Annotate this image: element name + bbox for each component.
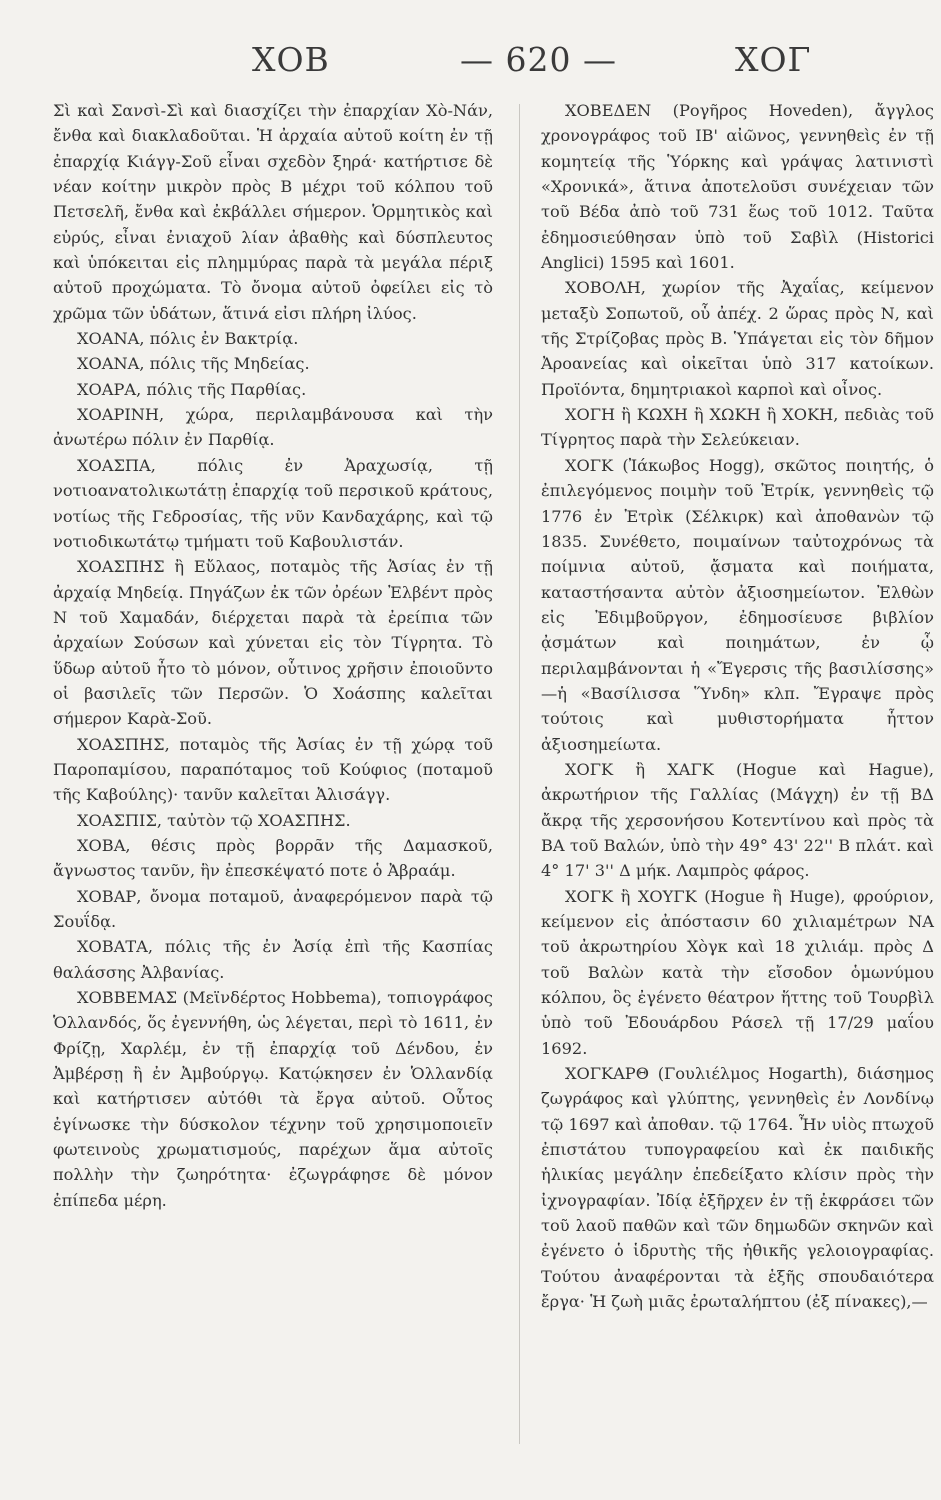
entry-xoge: ΧΟΓΗ ἢ ΚΩΧΗ ἢ ΧΩΚΗ ἢ ΧΟΚΗ, πεδιὰς τοῦ Τίγρητος παρὰ τὴν Σελεύκειαν.: [541, 405, 934, 450]
page-header: [0, 40, 941, 90]
entry-xoaspa: ΧΟΑΣΠΑ, πόλις ἐν Ἀραχωσίᾳ, τῇ νοτιοανατολικωτάτῃ ἐπαρχίᾳ τοῦ περσικοῦ κράτους, νοτίως τῆς Γεδροσίας, τῆς νῦν Κανδαχάρης, καὶ τῷ νοτιοδικωτάτῳ τμήματι τοῦ Καβουλιστάν.: [53, 455, 493, 551]
entry-xoarine: ΧΟΑΡΙΝΗ, χώρα, περιλαμβάνουσα καὶ τὴν ἀνωτέρω πόλιν ἐν Παρθίᾳ.: [53, 405, 493, 450]
entry-xogk-hague: ΧΟΓΚ ἢ ΧΑΓΚ (Hogue καὶ Hague), ἀκρωτήριον τῆς Γαλλίας (Μάγχη) ἐν τῇ ΒΔ ἄκρᾳ τῆς χερσονήσου Κοτεντίνου καὶ πρὸς τὰ ΒΑ τοῦ Βαλών, ὑπὸ τὴν 49° 43' 22'' Β πλάτ. καὶ 4° 17' 3'' Δ μήκ. Λαμπρὸς φάρος.: [541, 759, 934, 881]
entry-xoana-baktria: ΧΟΑΝΑ, πόλις ἐν Βακτρίᾳ.: [77, 329, 299, 349]
entry-xobbemas: ΧΟΒΒΕΜΑΣ (Μεϊνδέρτος Hobbema), τοπιογράφος Ὁλλανδός, ὅς ἐγεννήθη, ὡς λέγεται, περὶ τὸ 1611, ἐν Φρίζῃ, Χαρλέμ, ἐν τῇ ἐπαρχίᾳ τοῦ Δένδου, ἐν Ἀμβέρσῃ ἢ ἐν Ἀμβούργῳ. Κατῴκησεν ἐν Ὁλλανδίᾳ καὶ κατήρτισεν αὐτόθι τὰ ἔργα αὐτοῦ. Οὗτος ἐγίνωσκε τὴν δύσκολον τέχνην τοῦ χρησιμοποιεῖν φωτεινοὺς χρωματισμούς, παρέχων ἅμα αὐτοῖς πολλὴν τὴν ζωηρότητα· ἐζωγράφησε δὲ μόνον ἐπίπεδα μέρη.: [53, 988, 493, 1210]
entry-xoara: ΧΟΑΡΑ, πόλις τῆς Παρθίας.: [77, 379, 307, 399]
entry-xoana-medeia: ΧΟΑΝΑ, πόλις τῆς Μηδείας.: [77, 354, 310, 374]
entry-xogkarth: ΧΟΓΚΑΡΘ (Γουλιέλμος Hogarth), διάσημος ζωγράφος καὶ γλύπτης, γεννηθεὶς ἐν Λονδίνῳ τῷ 1697 καὶ ἀποθαν. τῷ 1764. Ἦν υἱὸς πτωχοῦ ἐπιστάτου τυπογραφείου καὶ ἐκ παιδικῆς ἡλικίας μεγάλην ἐπεδείξατο κλίσιν πρὸς τὴν ἰχνογραφίαν. Ἰδίᾳ ἐξῆρχεν ἐν τῇ ἐκφράσει τῶν τοῦ λαοῦ παθῶν καὶ τῶν δημωδῶν σκηνῶν καὶ ἐγένετο ὁ ἱδρυτὴς τῆς ἠθικῆς γελοιογραφίας. Τούτου ἀναφέρονται τὰ ἑξῆς σπουδαιότερα ἔργα· Ἡ ζωὴ μιᾶς ἐρωταλήπτου (ἐξ πίνακες),—: [541, 1064, 934, 1312]
entry-xoaspis: ΧΟΑΣΠΙΣ, ταὐτὸν τῷ ΧΟΑΣΠΗΣ.: [77, 810, 351, 830]
entry-xobole: ΧΟΒΟΛΗ, χωρίον τῆς Ἀχαΐας, κείμενον μεταξὺ Σοπωτοῦ, οὗ ἀπέχ. 2 ὥρας πρὸς Ν, καὶ τῆς Στρίζοβας πρὸς Β. Ὑπάγεται εἰς τὸν δῆμον Ἀροανείας καὶ οἰκεῖται ὑπὸ 317 κατοίκων. Προϊόντα, δημητριακοὶ καρποὶ καὶ οἶνος.: [541, 278, 934, 399]
entry-xoba: ΧΟΒΑ, θέσις πρὸς βορρᾶν τῆς Δαμασκοῦ, ἄγνωστος τανῦν, ἣν ἐπεσκέψατό ποτε ὁ Ἀβραάμ.: [53, 835, 493, 881]
entry-xobeden: ΧΟΒΕΔΕΝ (Ρογῆρος Hoveden), ἄγγλος χρονογράφος τοῦ ΙΒ' αἰῶνος, γεννηθεὶς ἐν τῇ κομητείᾳ τῆς Ὑόρκης καὶ γράψας λατινιστὶ «Χρονικά», ἅτινα ἀποτελοῦσι συνέχειαν τῶν τοῦ Βέδα ἀπὸ τοῦ 731 ἕως τοῦ 1012. Ταῦτα ἐδημοσιεύθησαν ὑπὸ τοῦ Σαβὶλ (Historici Anglici) 1595 καὶ 1601.: [541, 101, 934, 273]
left-column: [53, 98, 493, 1213]
right-column: [541, 98, 934, 1315]
entry-xogk-huge: ΧΟΓΚ ἢ ΧΟΥΓΚ (Hogue ἢ Huge), φρούριον, κείμενον εἰς ἀπόστασιν 60 χιλιαμέτρων ΝΑ τοῦ ἀκρωτηρίου Χὸγκ καὶ 18 χιλιάμ. πρὸς Δ τοῦ Βαλὼν κατὰ τὴν εἴσοδον ὁμωνύμου κόλπου, ὃς ἐγένετο θέατρον ἥττης τοῦ Τουρβὶλ ὑπὸ τοῦ Ἐδουάρδου Ράσελ τῇ 17/29 μαΐου 1692.: [541, 886, 934, 1058]
column-divider: [519, 104, 520, 1444]
entry-xobata: ΧΟΒΑΤΑ, πόλις τῆς ἐν Ἀσίᾳ ἐπὶ τῆς Κασπίας θαλάσσης Ἀλβανίας.: [53, 937, 493, 982]
entry-xoaspes-paropamisos: ΧΟΑΣΠΗΣ, ποταμὸς τῆς Ἀσίας ἐν τῇ χώρᾳ τοῦ Παροπαμίσου, παραπόταμος τοῦ Κούφιος (ποταμοῦ τῆς Καβούλης)· τανῦν καλεῖται Ἀλισάγγ.: [53, 734, 493, 805]
entry-continuation: Σὶ καὶ Σανσὶ-Σὶ καὶ διασχίζει τὴν ἐπαρχίαν Χὸ-Νάν, ἔνθα καὶ διακλαδοῦται. Ἡ ἀρχαία αὐτοῦ κοίτη ἐν τῇ ἐπαρχίᾳ Κιάγγ-Σοῦ εἶναι σχεδὸν ξηρά· κατήρτισε δὲ νέαν κοίτην μικρὸν πρὸς Β μέχρι τοῦ κόλπου τοῦ Πετσελῆ, ἔνθα καὶ ἐκβάλλει σήμερον. Ὁρμητικὸς καὶ εὐρύς, εἶναι ἐνιαχοῦ λίαν ἀβαθὴς καὶ δύσπλευτος καὶ ὑπόκειται εἰς πλημμύρας παρὰ τὰ μεγάλα πέριξ αὐτοῦ προχώματα. Τὸ ὄνομα αὐτοῦ ὀφείλει εἰς τὸ χρῶμα τῶν ὑδάτων, ἅτινά εἰσι πλήρη ἰλύος.: [53, 101, 493, 323]
header-left-keyword: ΧΟΒ: [252, 40, 330, 79]
header-right-keyword: ΧΟΓ: [735, 40, 812, 79]
entry-xobar: ΧΟΒΑΡ, ὄνομα ποταμοῦ, ἀναφερόμενον παρὰ τῷ Σουΐδᾳ.: [53, 886, 493, 931]
entry-xogk-hogg: ΧΟΓΚ (Ἰάκωβος Hogg), σκῶτος ποιητής, ὁ ἐπιλεγόμενος ποιμὴν τοῦ Ἐτρίκ, γεννηθεὶς τῷ 1776 ἐν Ἐτρὶκ (Σέλκιρκ) καὶ ἀποθανὼν τῷ 1835. Συνέθετο, ποιμαίνων ταὐτοχρόνως τὰ ποίμνια αὐτοῦ, ᾄσματα καὶ ποιήματα, καταστήσαντα αὐτὸν ἀξιοσημείωτον. Ἐλθὼν εἰς Ἐδιμβοῦργον, ἐδημοσίευσε βιβλίον ᾀσμάτων καὶ ποιημάτων, ἐν ᾧ περιλαμβάνονται ἡ «Ἔγερσις τῆς βασιλίσσης» —ἡ «Βασίλισσα Ὕνδη» κλπ. Ἔγραψε πρὸς τούτοις καὶ μυθιστορήματα ἧττον ἀξιοσημείωτα.: [541, 455, 934, 754]
page-number: — 620 —: [460, 40, 617, 79]
entry-xoaspes-eulaos: ΧΟΑΣΠΗΣ ἢ Εὔλαος, ποταμὸς τῆς Ἀσίας ἐν τῇ ἀρχαίᾳ Μηδείᾳ. Πηγάζων ἐκ τῶν ὀρέων Ἐλβέντ πρὸς Ν τοῦ Χαμαδάν, διέρχεται παρὰ τὰ ἐρείπια τῶν ἀρχαίων Σούσων καὶ χύνεται εἰς τὸν Τίγρητα. Τὸ ὕδωρ αὐτοῦ ἦτο τὸ μόνον, οὗτινος χρῆσιν ἐποιοῦντο οἱ βασιλεῖς τῶν Περσῶν. Ὁ Χοάσπης καλεῖται σήμερον Καρὰ-Σοῦ.: [53, 557, 493, 729]
